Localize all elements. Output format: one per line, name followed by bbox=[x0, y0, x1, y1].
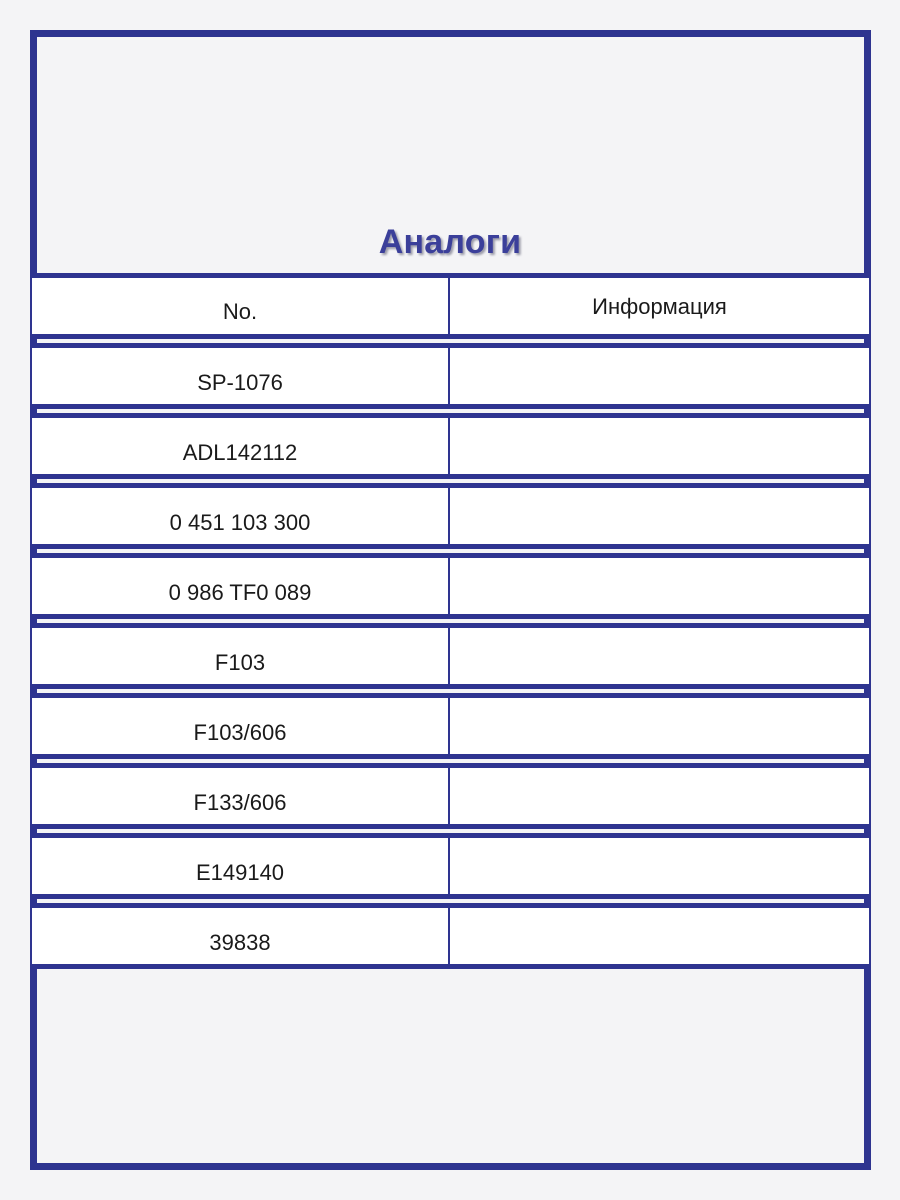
part-number-cell: 0 986 TF0 089 bbox=[30, 556, 450, 616]
header-info: Информация bbox=[450, 276, 871, 336]
part-number-cell: F133/606 bbox=[30, 766, 450, 826]
table-row bbox=[30, 346, 871, 406]
info-cell bbox=[450, 766, 871, 826]
table-row bbox=[30, 556, 871, 616]
part-number-cell: E149140 bbox=[30, 836, 450, 896]
info-cell bbox=[450, 836, 871, 896]
part-number-cell: 0 451 103 300 bbox=[30, 486, 450, 546]
page-title: Аналоги bbox=[378, 223, 522, 261]
part-number-cell: SP-1076 bbox=[30, 346, 450, 406]
part-number-cell: F103 bbox=[30, 626, 450, 686]
info-cell bbox=[450, 486, 871, 546]
table-row bbox=[30, 906, 871, 966]
part-number-cell: 39838 bbox=[30, 906, 450, 966]
table-header-row bbox=[30, 276, 871, 336]
table-row bbox=[30, 836, 871, 896]
part-number-cell: ADL142112 bbox=[30, 416, 450, 476]
info-cell bbox=[450, 696, 871, 756]
table-row bbox=[30, 416, 871, 476]
info-cell bbox=[450, 906, 871, 966]
info-cell bbox=[450, 556, 871, 616]
part-number-cell: F103/606 bbox=[30, 696, 450, 756]
info-cell bbox=[450, 346, 871, 406]
info-cell bbox=[450, 626, 871, 686]
info-cell bbox=[450, 416, 871, 476]
table-row bbox=[30, 696, 871, 756]
table-row bbox=[30, 766, 871, 826]
header-no: No. bbox=[30, 276, 450, 336]
table-row bbox=[30, 486, 871, 546]
table-row bbox=[30, 626, 871, 686]
